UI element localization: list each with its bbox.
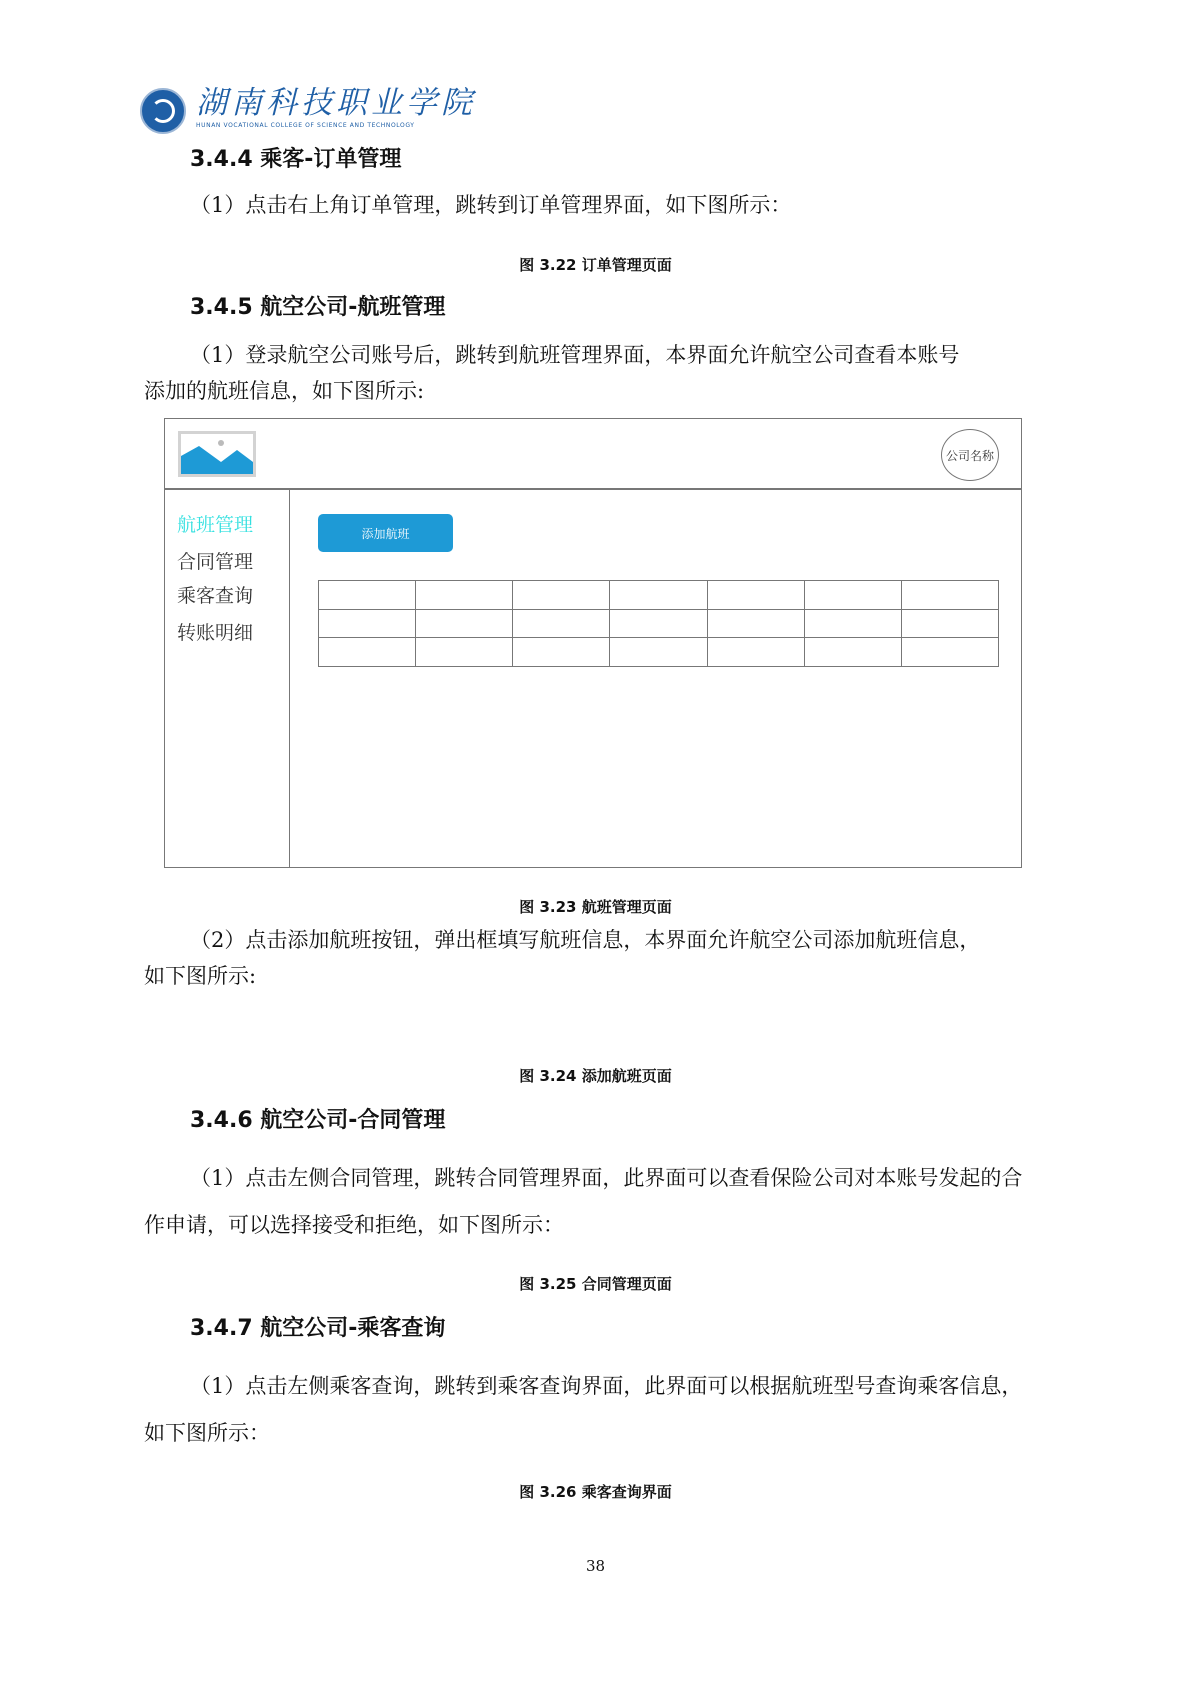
table-cell (610, 581, 707, 610)
figure-caption-3-24: 图 3.24 添加航班页面 (519, 1067, 672, 1085)
sidebar-item-contract-management[interactable]: 合同管理 (177, 551, 254, 573)
table-cell (610, 638, 707, 667)
paragraph-line: 添加的航班信息，如下图所示: (144, 379, 425, 403)
table-cell (707, 581, 804, 610)
table-cell (901, 638, 998, 667)
image-placeholder-icon (178, 431, 256, 477)
college-logo (140, 84, 476, 136)
table-cell (319, 609, 416, 638)
logo-chinese-name: 湖南科技职业学院 (196, 85, 476, 121)
table-cell (804, 638, 901, 667)
table-cell (901, 581, 998, 610)
table-cell (513, 581, 610, 610)
figure-caption-3-26: 图 3.26 乘客查询界面 (519, 1483, 672, 1501)
paragraph-line: （1）点击右上角订单管理，跳转到订单管理界面，如下图所示： (190, 193, 792, 217)
table-cell (707, 609, 804, 638)
section-heading-3-4-4: 3.4.4 乘客-订单管理 (190, 147, 402, 172)
figure-caption-3-22: 图 3.22 订单管理页面 (519, 256, 672, 274)
table-cell (804, 609, 901, 638)
table-cell (416, 581, 513, 610)
sidebar-item-passenger-query[interactable]: 乘客查询 (177, 585, 254, 607)
paragraph-line: （1）登录航空公司账号后，跳转到航班管理界面，本界面允许航空公司查看本账号 (190, 343, 960, 367)
figure-caption-3-23: 图 3.23 航班管理页面 (519, 898, 672, 916)
table-cell (416, 609, 513, 638)
flight-table (318, 580, 999, 667)
paragraph-line: （2）点击添加航班按钮，弹出框填写航班信息，本界面允许航空公司添加航班信息， (190, 928, 981, 952)
wireframe-header (165, 419, 1021, 490)
paragraph-line: （1）点击左侧乘客查询，跳转到乘客查询界面，此界面可以根据航班型号查询乘客信息， (190, 1374, 1023, 1398)
sidebar-item-transfer-details[interactable]: 转账明细 (177, 622, 254, 644)
sidebar-item-flight-management[interactable]: 航班管理 (177, 514, 254, 536)
table-cell (804, 581, 901, 610)
wireframe-sidebar (165, 488, 290, 867)
table-row (319, 609, 999, 638)
table-cell (513, 609, 610, 638)
flight-management-wireframe (164, 418, 1022, 868)
table-row (319, 638, 999, 667)
paragraph-line: 作申请，可以选择接受和拒绝，如下图所示： (144, 1213, 564, 1237)
logo-english-name: HUNAN VOCATIONAL COLLEGE OF SCIENCE AND TECHNOLOGY (196, 122, 415, 129)
paragraph-line: 如下图所示: (144, 964, 257, 988)
college-seal-icon (140, 88, 186, 134)
paragraph-line: 如下图所示： (144, 1421, 270, 1445)
page-number: 38 (585, 1557, 606, 1575)
table-cell (416, 638, 513, 667)
add-flight-button[interactable]: 添加航班 (318, 514, 453, 552)
figure-caption-3-25: 图 3.25 合同管理页面 (519, 1275, 672, 1293)
table-cell (901, 609, 998, 638)
table-cell (319, 638, 416, 667)
section-heading-3-4-6: 3.4.6 航空公司-合同管理 (190, 1108, 446, 1133)
table-cell (319, 581, 416, 610)
table-cell (610, 609, 707, 638)
section-heading-3-4-7: 3.4.7 航空公司-乘客查询 (190, 1316, 446, 1341)
paragraph-line: （1）点击左侧合同管理，跳转合同管理界面，此界面可以查看保险公司对本账号发起的合 (190, 1166, 1023, 1190)
table-row (319, 581, 999, 610)
company-name-avatar[interactable]: 公司名称 (941, 429, 999, 481)
table-cell (707, 638, 804, 667)
section-heading-3-4-5: 3.4.5 航空公司-航班管理 (190, 295, 446, 320)
table-cell (513, 638, 610, 667)
